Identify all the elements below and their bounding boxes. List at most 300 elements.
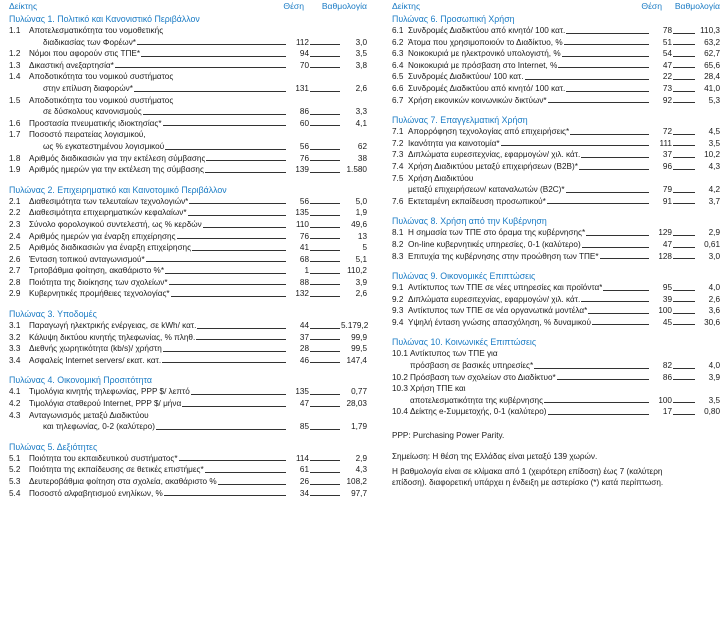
leader-line — [310, 215, 340, 216]
position-value: 60 — [299, 118, 309, 128]
indicator-text: Παραγωγή ηλεκτρικής ενέργειας, σε kWh/ κατ. — [29, 321, 197, 331]
position-value: 41 — [299, 243, 309, 253]
position-value: 86 — [299, 107, 309, 117]
position-value: 72 — [662, 127, 672, 137]
indicator-number: 6.5 — [392, 72, 404, 82]
score-value: 110,2 — [347, 266, 367, 276]
indicator-text: Δευτεροβάθμια φοίτηση στα σχολεία, ακαθάριστο % — [29, 477, 217, 486]
section-gap — [392, 328, 720, 336]
leader-line — [146, 261, 286, 262]
leader-line — [156, 429, 286, 430]
indicator-text: Απορρόφηση τεχνολογίας από επιχειρήσεις* — [408, 127, 570, 137]
position-value: 88 — [299, 277, 309, 287]
indicator-text: διαδικασίας των Φορέων* — [43, 37, 136, 47]
leader-line — [534, 368, 649, 369]
position-value: 47 — [299, 399, 309, 409]
indicator-number: 2.8 — [9, 277, 21, 287]
leader-line — [205, 472, 286, 473]
indicator-text: Αριθμός ημερών για έναρξη επιχείρησης — [29, 231, 176, 241]
leader-line — [203, 227, 286, 228]
column-header — [392, 0, 720, 13]
position-value: 76 — [299, 153, 309, 163]
indicator-number: 6.6 — [392, 83, 404, 93]
indicator-number: 8.2 — [392, 239, 404, 249]
indicator-text: Ασφαλείς Internet servers/ εκατ. κατ. — [29, 355, 162, 365]
position-value: 135 — [295, 208, 309, 218]
indicator-text: Συνδρομές Διαδικτύου από κινητό/ 100 κατ. — [408, 83, 566, 93]
leader-line — [310, 394, 340, 395]
indicator-row — [392, 294, 720, 306]
indicator-number: 1.9 — [9, 165, 21, 175]
indicator-text: Σύνολο φορολογικού συντελεστή, ως % κερδών — [29, 219, 202, 229]
score-value: 3,5 — [355, 49, 367, 59]
indicator-row — [392, 37, 720, 49]
position-value: 37 — [662, 150, 672, 160]
indicator-number: 2.5 — [9, 243, 21, 253]
indicator-text: Προστασία πνευματικής ιδιοκτησίας* — [29, 118, 162, 128]
indicator-number: 6.4 — [392, 60, 404, 70]
indicator-text: ως % εγκατεστημένου λογισμικού — [43, 141, 165, 151]
position-value: 91 — [662, 196, 672, 206]
leader-line — [310, 56, 340, 57]
indicator-number: 10.4 — [392, 407, 408, 417]
pillar-title: Πυλώνας 6. Προσωπική Χρήση — [392, 14, 515, 24]
position-value: 51 — [662, 37, 672, 47]
section-gap — [392, 106, 720, 114]
indicator-text: Ικανότητα για καινοτομία* — [408, 138, 500, 148]
leader-line — [171, 296, 286, 297]
indicator-line — [9, 129, 367, 141]
header-indicator: Δείκτης — [392, 1, 421, 11]
position-value: 34 — [299, 488, 309, 498]
pillar-title: Πυλώνας 2. Επιχειρηματικό και Καινοτομικό Περιβάλλον — [9, 184, 227, 195]
indicator-row — [9, 48, 367, 60]
indicator-number: 8.3 — [392, 251, 404, 261]
position-value: 85 — [299, 422, 309, 432]
leader-line — [673, 67, 695, 68]
leader-line — [588, 313, 649, 314]
position-value: 114 — [295, 453, 309, 463]
leader-line — [673, 157, 695, 158]
indicator-row — [9, 332, 367, 344]
indicator-number: 6.2 — [392, 37, 404, 47]
position-value: 135 — [295, 387, 309, 397]
leader-line — [570, 134, 649, 135]
score-value: 38 — [357, 153, 367, 163]
indicator-number: 10.2 — [392, 372, 408, 382]
header-position: Θέση — [641, 1, 662, 11]
indicator-number: 7.6 — [392, 196, 404, 206]
leader-line — [501, 145, 649, 146]
leader-line — [566, 192, 649, 193]
leader-line — [310, 351, 340, 352]
position-value: 132 — [295, 289, 309, 299]
leader-line — [196, 339, 286, 340]
indicator-row — [392, 60, 720, 72]
section-gap — [392, 207, 720, 215]
position-value: 68 — [299, 254, 309, 264]
indicator-text: Χρήση Διαδικτύου — [408, 173, 474, 183]
indicator-row — [9, 476, 367, 488]
leader-line — [673, 313, 695, 314]
pillar-title: Πυλώνας 10. Κοινωνικές Επιπτώσεις — [392, 337, 537, 348]
score-value: 4,5 — [708, 127, 720, 137]
indicator-row — [9, 488, 367, 500]
indicator-row — [392, 251, 720, 263]
score-value: 110,3 — [700, 26, 720, 35]
indicator-text: Εκτεταμένη εκπαίδευση προσωπικού* — [408, 196, 546, 206]
leader-line — [310, 362, 340, 363]
leader-line — [566, 91, 649, 92]
position-value: 39 — [662, 294, 672, 304]
indicator-number: 1.2 — [9, 49, 21, 59]
left-column — [9, 0, 367, 499]
leader-line — [673, 192, 695, 193]
rank-note: Σημείωση: Η θέση της Ελλάδας είναι μεταξύ 139 χωρών. — [392, 451, 598, 461]
leader-line — [310, 250, 340, 251]
position-value: 70 — [299, 60, 309, 70]
indicator-text: Τριτοβάθμια φοίτηση, ακαθάριστο %* — [29, 266, 165, 276]
indicator-text: Διαθεσιμότητα των τελευταίων τεχνολογιών* — [29, 196, 189, 206]
indicator-row — [9, 355, 367, 367]
indicator-number: 4.2 — [9, 399, 21, 409]
leader-line — [600, 258, 649, 259]
indicator-number: 5.4 — [9, 488, 21, 498]
indicator-text: Συνδρομές Διαδικτύου από κινητό/ 100 κατ. — [408, 26, 566, 35]
leader-line — [673, 247, 695, 248]
indicator-number: 7.2 — [392, 138, 404, 148]
indicator-text: στην επίλυση διαφορών* — [43, 83, 133, 93]
leader-line — [673, 324, 695, 325]
indicator-number: 9.1 — [392, 283, 404, 293]
score-value: 5 — [362, 243, 367, 253]
score-value: 0,80 — [704, 407, 720, 417]
score-value: 3,5 — [708, 138, 720, 148]
indicator-row — [9, 153, 367, 165]
position-value: 79 — [662, 185, 672, 195]
leader-line — [673, 169, 695, 170]
indicator-text: Αντίκτυπος των ΤΠΕ για — [410, 349, 498, 359]
leader-line — [143, 114, 286, 115]
indicator-text: Διπλώματα ευρεσιτεχνίας, εφαρμογών/ χιλ. κάτ. — [408, 294, 581, 304]
indicator-text: Ποσοστό πειρατείας λογισμικού, — [29, 130, 146, 140]
indicator-text: Χρήση Διαδικτύου μεταξύ επιχειρήσεων (B2B)* — [408, 161, 578, 171]
leader-line — [579, 169, 649, 170]
indicator-text: Επιτυχία της κυβέρνησης στην προώθηση των ΤΠΕ* — [408, 251, 599, 261]
leader-line — [547, 203, 649, 204]
pillar-title: Πυλώνας 4. Οικονομική Προσιτότητα — [9, 375, 152, 386]
leader-line — [310, 227, 340, 228]
leader-line — [310, 160, 340, 161]
leader-line — [673, 102, 695, 103]
indicator-number: 9.4 — [392, 317, 404, 327]
indicator-row — [9, 164, 367, 176]
indicator-text: Κυβερνητικές προμήθειες τεχνολογίας* — [29, 289, 170, 299]
position-value: 46 — [299, 355, 309, 365]
score-value: 63,2 — [704, 37, 720, 47]
leader-line — [581, 301, 649, 302]
leader-line — [310, 495, 340, 496]
indicator-text: Ένταση τοπικού ανταγωνισμού* — [29, 254, 145, 264]
leader-line — [191, 394, 286, 395]
score-value: 147,4 — [346, 355, 367, 365]
indicator-row — [9, 242, 367, 254]
indicator-row — [9, 207, 367, 219]
score-value: 3,0 — [708, 251, 720, 261]
leader-line — [310, 125, 340, 126]
leader-line — [162, 362, 286, 363]
score-value: 5,3 — [708, 95, 720, 105]
leader-line — [310, 238, 340, 239]
pillar-title: Πυλώνας 5. Δεξιότητες — [9, 441, 98, 452]
position-value: 45 — [662, 317, 672, 327]
section-gap — [9, 176, 367, 184]
leader-line — [165, 149, 286, 150]
leader-line — [218, 484, 286, 485]
position-value: 54 — [662, 49, 672, 59]
leader-line — [310, 460, 340, 461]
indicator-number: 3.4 — [9, 355, 21, 365]
indicator-number: 1.1 — [9, 26, 21, 35]
score-value: 1,9 — [355, 208, 367, 218]
indicator-row — [9, 343, 367, 355]
indicator-text: Ανταγωνισμός μεταξύ Διαδικτύου — [29, 410, 149, 420]
indicator-number: 6.1 — [392, 26, 404, 35]
indicator-number: 5.3 — [9, 477, 21, 486]
indicator-row — [9, 265, 367, 277]
indicator-line — [9, 410, 367, 422]
indicator-text: Δείκτης e-Συμμετοχής, 0-1 (καλύτερο) — [410, 407, 547, 417]
indicator-row — [392, 71, 720, 83]
position-value: 139 — [295, 165, 309, 175]
leader-line — [169, 284, 286, 285]
indicator-row — [9, 141, 367, 153]
indicator-text: Νοικοκυριά με πρόσβαση στο Internet, % — [408, 60, 558, 70]
leader-line — [581, 157, 649, 158]
indicator-line — [392, 173, 720, 185]
leader-line — [673, 203, 695, 204]
score-note-line-1: Η βαθμολογία είναι σε κλίμακα από 1 (χειρότερη επίδοση) έως 7 (καλύτερη — [392, 466, 663, 476]
indicator-number: 2.1 — [9, 196, 21, 206]
leader-line — [673, 33, 695, 34]
indicator-number: 10.1 — [392, 349, 408, 359]
score-value: 10,2 — [704, 150, 720, 160]
indicator-row — [9, 277, 367, 289]
indicator-number: 7.5 — [392, 173, 404, 183]
leader-line — [310, 296, 340, 297]
indicator-row — [9, 398, 367, 410]
score-value: 3,5 — [708, 395, 720, 405]
indicator-number: 2.7 — [9, 266, 21, 276]
indicator-text: μεταξύ επιχειρήσεων/ καταναλωτών (B2C)* — [408, 185, 565, 195]
indicator-row — [392, 372, 720, 384]
indicator-text: αποτελεσματικότητα της κυβέρνησης — [410, 395, 544, 405]
indicator-row — [9, 231, 367, 243]
position-value: 76 — [299, 231, 309, 241]
indicator-number: 2.3 — [9, 219, 21, 229]
right-column — [392, 0, 720, 489]
leader-line — [673, 368, 695, 369]
position-value: 96 — [662, 161, 672, 171]
position-value: 47 — [662, 239, 672, 249]
indicator-row — [392, 149, 720, 161]
score-value: 4,3 — [355, 465, 367, 475]
pillar-title: Πυλώνας 8. Χρήση από την Κυβέρνηση — [392, 216, 547, 227]
indicator-row — [9, 83, 367, 95]
leader-line — [310, 406, 340, 407]
indicator-row — [9, 106, 367, 118]
indicator-number: 7.3 — [392, 150, 404, 160]
score-value: 3,3 — [355, 107, 367, 117]
position-value: 44 — [299, 321, 309, 331]
position-value: 111 — [659, 138, 672, 148]
indicator-number: 1.8 — [9, 153, 21, 163]
indicator-number: 2.6 — [9, 254, 21, 264]
score-value: 4,2 — [708, 185, 720, 195]
indicator-row — [392, 282, 720, 294]
indicator-text: Τιμολόγια σταθερού Internet, PPP $/ μήνα — [29, 399, 182, 409]
leader-line — [310, 339, 340, 340]
indicator-row — [392, 305, 720, 317]
indicator-line — [9, 25, 367, 37]
position-value: 100 — [658, 306, 672, 316]
score-value: 3,0 — [355, 37, 367, 47]
indicator-number: 5.1 — [9, 453, 21, 463]
score-value: 99,5 — [351, 344, 367, 354]
leader-line — [525, 79, 650, 80]
position-value: 26 — [299, 477, 309, 486]
leader-line — [310, 91, 340, 92]
leader-line — [165, 273, 286, 274]
indicator-row — [9, 386, 367, 398]
leader-line — [163, 125, 286, 126]
score-value: 3,9 — [708, 372, 720, 382]
header-score: Βαθμολογία — [321, 1, 367, 11]
score-value: 5,0 — [355, 196, 367, 206]
indicator-row — [392, 126, 720, 138]
leader-line — [558, 67, 649, 68]
leader-line — [189, 203, 286, 204]
section-gap — [9, 366, 367, 374]
indicator-row — [392, 227, 720, 239]
indicator-text: Συνδρομές Διαδικτύου/ 100 κατ. — [408, 72, 524, 82]
indicator-line — [9, 95, 367, 107]
pillar-title: Πυλώνας 9. Οικονομικές Επιπτώσεις — [392, 271, 536, 282]
pillar-title: Πυλώνας 7. Επαγγελματική Χρήση — [392, 115, 528, 126]
indicator-number: 9.3 — [392, 306, 404, 316]
indicator-text: Νόμοι που αφορούν στις ΤΠΕ* — [29, 49, 141, 59]
indicator-number: 9.2 — [392, 294, 404, 304]
indicator-row — [392, 196, 720, 208]
score-note-line-2: επίδοση). διαφορετική υπάρχει η ένδειξη με αστερίσκο (*) κατά περίπτωση. — [392, 478, 664, 488]
indicator-text: Διεθνής χωρητικότητα (kb/s)/ χρήστη — [29, 344, 162, 354]
indicator-row — [9, 320, 367, 332]
indicator-row — [392, 406, 720, 418]
indicator-row — [392, 161, 720, 173]
position-value: 128 — [658, 251, 672, 261]
indicator-row — [9, 254, 367, 266]
leader-line — [603, 290, 649, 291]
indicator-text: Αντίκτυπος των ΤΠΕ σε νέα οργανωτικά μοντέλα* — [408, 306, 588, 316]
indicator-number: 3.3 — [9, 344, 21, 354]
column-header — [9, 0, 367, 13]
indicator-line — [392, 383, 720, 395]
indicator-row — [392, 360, 720, 372]
position-value: 100 — [658, 395, 672, 405]
leader-line — [592, 324, 649, 325]
leader-line — [673, 134, 695, 135]
indicator-text: Διαθεσιμότητα επιχειρηματικών κεφαλαίων* — [29, 208, 187, 218]
indicator-number: 2.9 — [9, 289, 21, 299]
score-value: 41,0 — [704, 83, 720, 93]
header-score: Βαθμολογία — [674, 1, 720, 11]
score-value: 3,6 — [708, 306, 720, 316]
indicator-number: 2.2 — [9, 208, 21, 218]
indicator-text: Νοικοκυριά με ηλεκτρονικό υπολογιστή, % — [408, 49, 561, 59]
leader-line — [163, 351, 286, 352]
indicator-line — [392, 348, 720, 360]
position-value: 94 — [299, 49, 309, 59]
position-value: 73 — [662, 83, 672, 93]
score-value: 13 — [357, 231, 367, 241]
leader-line — [673, 91, 695, 92]
position-value: 37 — [299, 332, 309, 342]
leader-line — [544, 402, 649, 403]
section-gap — [392, 262, 720, 270]
score-value: 2,6 — [708, 294, 720, 304]
leader-line — [310, 472, 340, 473]
score-value: 3,9 — [355, 277, 367, 287]
indicator-row — [392, 48, 720, 60]
position-value: 131 — [295, 83, 309, 93]
indicator-text: Δικαστική ανεξαρτησία* — [29, 60, 114, 70]
indicator-row — [392, 184, 720, 196]
score-value: 4,3 — [708, 161, 720, 171]
indicator-number: 10.3 — [392, 384, 408, 394]
indicator-text: σε δύσκολους κανονισμούς — [43, 107, 142, 117]
indicator-number: 3.2 — [9, 332, 21, 342]
leader-line — [192, 250, 286, 251]
indicator-row — [9, 37, 367, 49]
indicator-number: 4.3 — [9, 410, 21, 420]
position-value: 22 — [662, 72, 672, 82]
leader-line — [673, 301, 695, 302]
leader-line — [673, 414, 695, 415]
indicator-row — [9, 219, 367, 231]
score-value: 3,7 — [708, 196, 720, 206]
indicator-text: Ποιότητα της διοίκησης των σχολείων* — [29, 277, 168, 287]
indicator-row — [9, 196, 367, 208]
indicator-row — [392, 95, 720, 107]
indicator-text: Αριθμός διαδικασιών για την εκτέλεση σύμβασης — [29, 153, 206, 163]
right-pillars — [392, 13, 720, 418]
leader-line — [188, 215, 286, 216]
leader-line — [310, 261, 340, 262]
position-value: 110 — [295, 219, 309, 229]
score-value: 65,6 — [704, 60, 720, 70]
indicator-text: Διπλώματα ευρεσιτεχνίας, εφαρμογών/ χιλ. κάτ. — [408, 150, 581, 160]
score-value: 97,7 — [351, 488, 367, 498]
indicator-text: Τιμολόγια κινητής τηλεφωνίας, PPP $/ λεπτό — [29, 387, 190, 397]
position-value: 56 — [299, 141, 309, 151]
indicator-text: Ποιότητα της εκπαίδευσης σε θετικές επιστήμες* — [29, 465, 204, 475]
indicator-text: Αποδοτικότητα του νομικού συστήματος — [29, 72, 174, 82]
indicator-number: 3.1 — [9, 321, 21, 331]
indicator-text: Η σημασία των ΤΠΕ στο όραμα της κυβέρνησης* — [408, 228, 586, 238]
indicator-row — [392, 83, 720, 95]
score-value: 3,8 — [355, 60, 367, 70]
indicator-row — [392, 239, 720, 251]
